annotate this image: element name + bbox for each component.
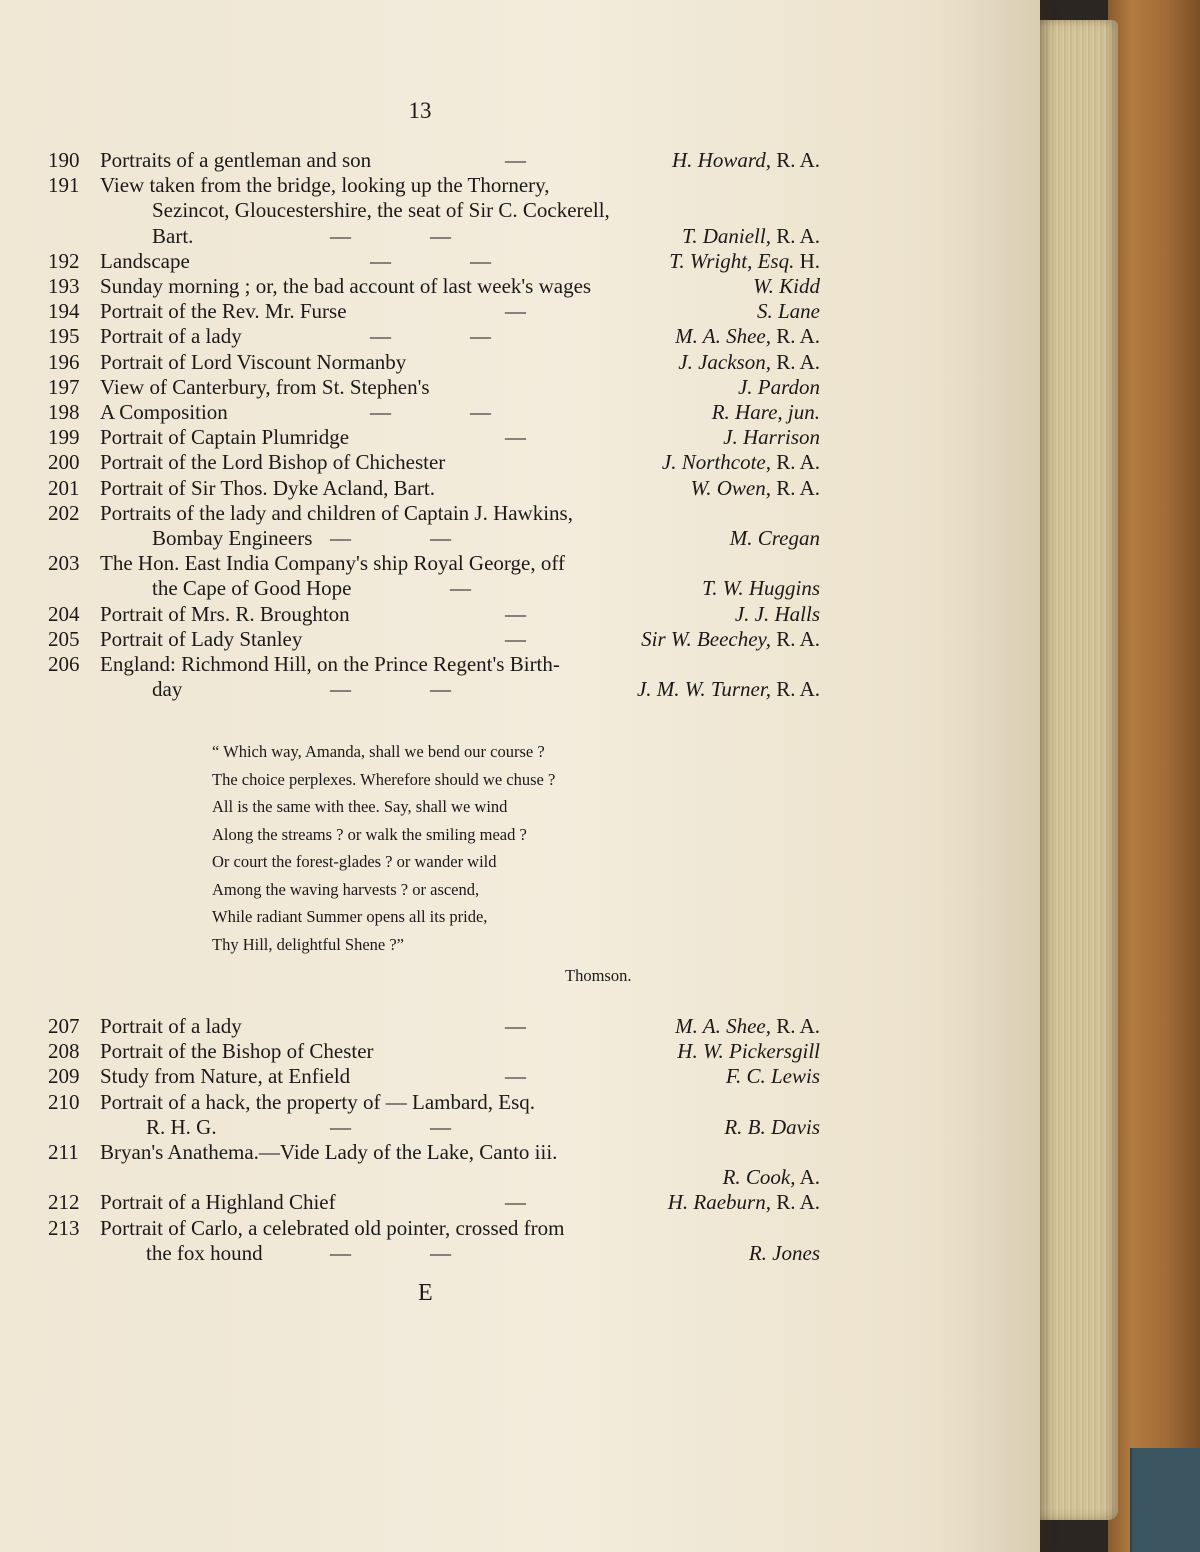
catalogue-number: 200	[48, 450, 80, 475]
entry-line	[0, 1163, 840, 1191]
entry-line	[0, 474, 840, 502]
verse-line: Among the waving harvests ? or ascend,	[212, 879, 480, 899]
entry-title: Portrait of Carlo, a celebrated old pointer, crossed from	[100, 1215, 565, 1240]
catalogue-number: 209	[48, 1064, 80, 1089]
book-cover	[1108, 0, 1200, 1552]
entry-line	[0, 373, 840, 401]
signature-mark: E	[418, 1280, 433, 1306]
verse-line: All is the same with thee. Say, shall we wind	[212, 797, 508, 816]
separator-dash: —	[430, 223, 451, 248]
entry-title: Portrait of Lady Stanley	[100, 626, 303, 651]
verse-attribution: Thomson.	[565, 966, 632, 985]
separator-dash: —	[370, 324, 391, 349]
artist-name: J. Pardon	[737, 374, 820, 399]
catalogue-number: 213	[48, 1215, 80, 1240]
catalogue-number: 201	[48, 475, 80, 500]
artist	[675, 1012, 820, 1040]
entry-line	[0, 196, 840, 224]
artist-name: M. A. Shee,	[675, 324, 771, 349]
artist-suffix: R. A.	[770, 626, 820, 651]
separator-dash: —	[505, 1014, 526, 1038]
entry-title: Sunday morning ; or, the bad account of last week's wages	[100, 274, 592, 298]
artist-name: R. Jones	[748, 1240, 820, 1265]
verse-line: “ Which way, Amanda, shall we bend our course ?	[212, 742, 545, 761]
entry-line	[0, 524, 840, 552]
entry-title: Portrait of a hack, the property of — Lambard, Esq.	[100, 1089, 536, 1114]
separator-dash: —	[450, 576, 471, 601]
catalogue-number: 207	[48, 1014, 80, 1038]
catalogue-number: 190	[48, 148, 80, 172]
artist-suffix: H.	[794, 248, 820, 273]
catalogue-number: 212	[48, 1190, 80, 1215]
artist-suffix: R. A.	[770, 677, 820, 702]
page-number: 13	[408, 98, 432, 123]
separator-dash: —	[505, 425, 526, 450]
artist	[637, 675, 820, 703]
entry-title: Portrait of Captain Plumridge	[100, 425, 350, 450]
entry-line	[0, 625, 840, 653]
catalogue-number: 199	[48, 425, 80, 450]
artist	[723, 1163, 820, 1191]
artist-name: M. A. Shee,	[675, 1014, 771, 1038]
entry-title: Portrait of a lady	[100, 1014, 242, 1038]
entry-line	[0, 675, 840, 703]
catalogue-number: 192	[48, 248, 80, 273]
entry-title: Portraits of a gentleman and son	[100, 148, 372, 172]
catalogue-number: 211	[48, 1140, 79, 1164]
separator-dash: —	[330, 1240, 351, 1265]
artist-name: S. Lane	[757, 299, 820, 324]
artist	[738, 373, 820, 401]
entry-title: Bart.	[152, 223, 194, 248]
entry-line	[0, 1088, 840, 1116]
separator-dash: —	[330, 526, 351, 550]
artist-name: J. M. W. Turner,	[636, 677, 771, 702]
artist-suffix: R. A.	[770, 450, 820, 475]
entry-title: View of Canterbury, from St. Stephen's	[100, 374, 430, 399]
artist	[641, 625, 820, 653]
artist-name: R. Cook,	[722, 1165, 796, 1190]
catalogue-number: 193	[48, 274, 80, 298]
entry-title: Portrait of Mrs. R. Broughton	[100, 601, 350, 626]
separator-dash: —	[330, 223, 351, 248]
artist-name: T. Wright, Esq.	[669, 248, 795, 273]
entry-title: Study from Nature, at Enfield	[100, 1064, 351, 1089]
artist	[662, 448, 820, 476]
artist	[723, 423, 820, 451]
artist-suffix: R. A.	[770, 148, 820, 172]
separator-dash: —	[330, 677, 351, 702]
separator-dash: —	[470, 324, 491, 349]
entry-line	[0, 1062, 840, 1090]
artist	[668, 1188, 820, 1216]
artist-name: W. Kidd	[753, 274, 820, 298]
artist-name: T. W. Huggins	[702, 576, 820, 601]
artist	[757, 297, 820, 325]
separator-dash: —	[430, 677, 451, 702]
catalogue-number: 203	[48, 551, 80, 576]
catalogue-number: 194	[48, 299, 80, 324]
verse-line: Or court the forest-glades ? or wander wild	[212, 852, 497, 871]
catalogue-number: 205	[48, 626, 80, 651]
entry-title: Portrait of a lady	[100, 324, 242, 349]
artist-suffix: R. A.	[770, 475, 820, 500]
entry-line	[0, 499, 840, 527]
artist-suffix: R. A.	[770, 324, 820, 349]
separator-dash: —	[370, 248, 391, 273]
entry-line	[0, 1012, 840, 1040]
entry-title: Portrait of Lord Viscount Normanby	[100, 349, 407, 374]
entry-title: The Hon. East India Company's ship Royal George, off	[100, 551, 565, 576]
separator-dash: —	[505, 1190, 526, 1215]
entry-line	[0, 398, 840, 426]
artist	[677, 1037, 820, 1065]
catalogue-number: 206	[48, 652, 80, 676]
verse-line: While radiant Summer opens all its pride,	[212, 907, 488, 926]
entry-title: the Cape of Good Hope	[152, 576, 352, 601]
entry-title: Portrait of the Lord Bishop of Chichester	[100, 450, 446, 475]
separator-dash: —	[370, 400, 391, 424]
entry-title: England: Richmond Hill, on the Prince Regent's Birth-	[100, 652, 560, 676]
separator-dash: —	[430, 526, 451, 550]
artist	[678, 348, 820, 376]
artist-suffix: R. A.	[770, 223, 820, 248]
entry-line	[0, 448, 840, 476]
entry-line	[0, 146, 840, 174]
entry-line	[0, 423, 840, 451]
artist	[682, 222, 820, 250]
artist-suffix: R. A.	[770, 1014, 820, 1038]
separator-dash: —	[505, 1064, 526, 1089]
entry-title: Portrait of a Highland Chief	[100, 1190, 336, 1215]
cover-corner	[1130, 1448, 1200, 1552]
verse-line: The choice perplexes. Wherefore should we chuse ?	[212, 769, 556, 789]
artist	[675, 322, 820, 350]
artist-name: W. Owen,	[690, 475, 771, 500]
catalogue-number: 202	[48, 500, 80, 525]
entry-title: Sezincot, Gloucestershire, the seat of Sir C. Cockerell,	[152, 198, 610, 223]
artist-name: J. Northcote,	[661, 450, 771, 475]
separator-dash: —	[330, 1114, 351, 1139]
artist-name: F. C. Lewis	[725, 1064, 820, 1089]
separator-dash: —	[505, 601, 526, 626]
artist	[702, 574, 820, 602]
artist	[712, 398, 820, 426]
artist-name: H. Raeburn,	[667, 1190, 771, 1215]
catalogue-number: 196	[48, 349, 80, 374]
artist	[726, 1062, 820, 1090]
entry-line	[0, 348, 840, 376]
catalogue-number: 198	[48, 400, 80, 424]
entry-title: the fox hound	[146, 1240, 263, 1265]
catalogue-number: 208	[48, 1039, 80, 1064]
artist-name: M. Cregan	[729, 526, 820, 550]
catalogue-number: 191	[48, 173, 80, 198]
artist-name: R. Hare, jun.	[711, 400, 820, 424]
separator-dash: —	[505, 626, 526, 651]
entry-line	[0, 322, 840, 350]
separator-dash: —	[470, 400, 491, 424]
artist-name: H. W. Pickersgill	[677, 1039, 820, 1064]
artist-name: Sir W. Beechey,	[641, 626, 771, 651]
entry-line	[0, 1138, 840, 1166]
entry-line	[0, 222, 840, 250]
entry-line	[0, 1239, 840, 1267]
entry-line	[0, 600, 840, 628]
entry-line	[0, 171, 840, 199]
entry-title: day	[152, 677, 183, 702]
entry-title: Portraits of the lady and children of Captain J. Hawkins,	[100, 500, 573, 525]
entry-title: Portrait of the Rev. Mr. Furse	[100, 299, 347, 324]
artist	[669, 247, 820, 275]
artist-name: H. Howard,	[672, 148, 771, 172]
entry-title: View taken from the bridge, looking up the Thornery,	[100, 173, 550, 198]
entry-title: Bryan's Anathema.—Vide Lady of the Lake, Canto iii.	[100, 1140, 558, 1164]
artist-name: J. Harrison	[723, 425, 820, 450]
artist	[753, 272, 820, 300]
artist-suffix: R. A.	[770, 349, 820, 374]
separator-dash: —	[430, 1240, 451, 1265]
catalogue-number: 197	[48, 374, 80, 399]
entry-title: A Composition	[100, 400, 228, 424]
artist	[672, 146, 820, 174]
separator-dash: —	[505, 148, 526, 172]
artist	[735, 600, 820, 628]
catalogue-number: 204	[48, 601, 80, 626]
separator-dash: —	[505, 299, 526, 324]
artist	[749, 1239, 820, 1267]
artist-name: T. Daniell,	[682, 223, 771, 248]
separator-dash: —	[470, 248, 491, 273]
entry-line	[0, 272, 840, 300]
entry-line	[0, 1214, 840, 1242]
artist	[724, 1113, 820, 1141]
entry-line	[0, 1113, 840, 1141]
verse-line: Thy Hill, delightful Shene ?”	[212, 934, 404, 954]
artist	[730, 524, 820, 552]
entry-title: R. H. G.	[146, 1114, 217, 1139]
artist-name: J. J. Halls	[734, 601, 820, 626]
entry-title: Bombay Engineers	[152, 526, 313, 550]
entry-line	[0, 247, 840, 275]
entry-line	[0, 1188, 840, 1216]
entry-title: Portrait of the Bishop of Chester	[100, 1039, 374, 1064]
page-edges	[1030, 20, 1118, 1520]
entry-title: Landscape	[100, 248, 190, 273]
entry-title: Portrait of Sir Thos. Dyke Acland, Bart.	[100, 475, 435, 500]
artist	[691, 474, 820, 502]
entry-line	[0, 1037, 840, 1065]
catalogue-number: 195	[48, 324, 80, 349]
separator-dash: —	[430, 1114, 451, 1139]
artist-suffix: A.	[795, 1165, 820, 1190]
entry-line	[0, 574, 840, 602]
artist-name: J. Jackson,	[678, 349, 771, 374]
entry-line	[0, 549, 840, 577]
catalogue-number: 210	[48, 1089, 80, 1114]
entry-line	[0, 650, 840, 678]
entry-line	[0, 297, 840, 325]
artist-name: R. B. Davis	[724, 1114, 820, 1139]
verse-line: Along the streams ? or walk the smiling mead ?	[212, 824, 527, 844]
artist-suffix: R. A.	[770, 1190, 820, 1215]
